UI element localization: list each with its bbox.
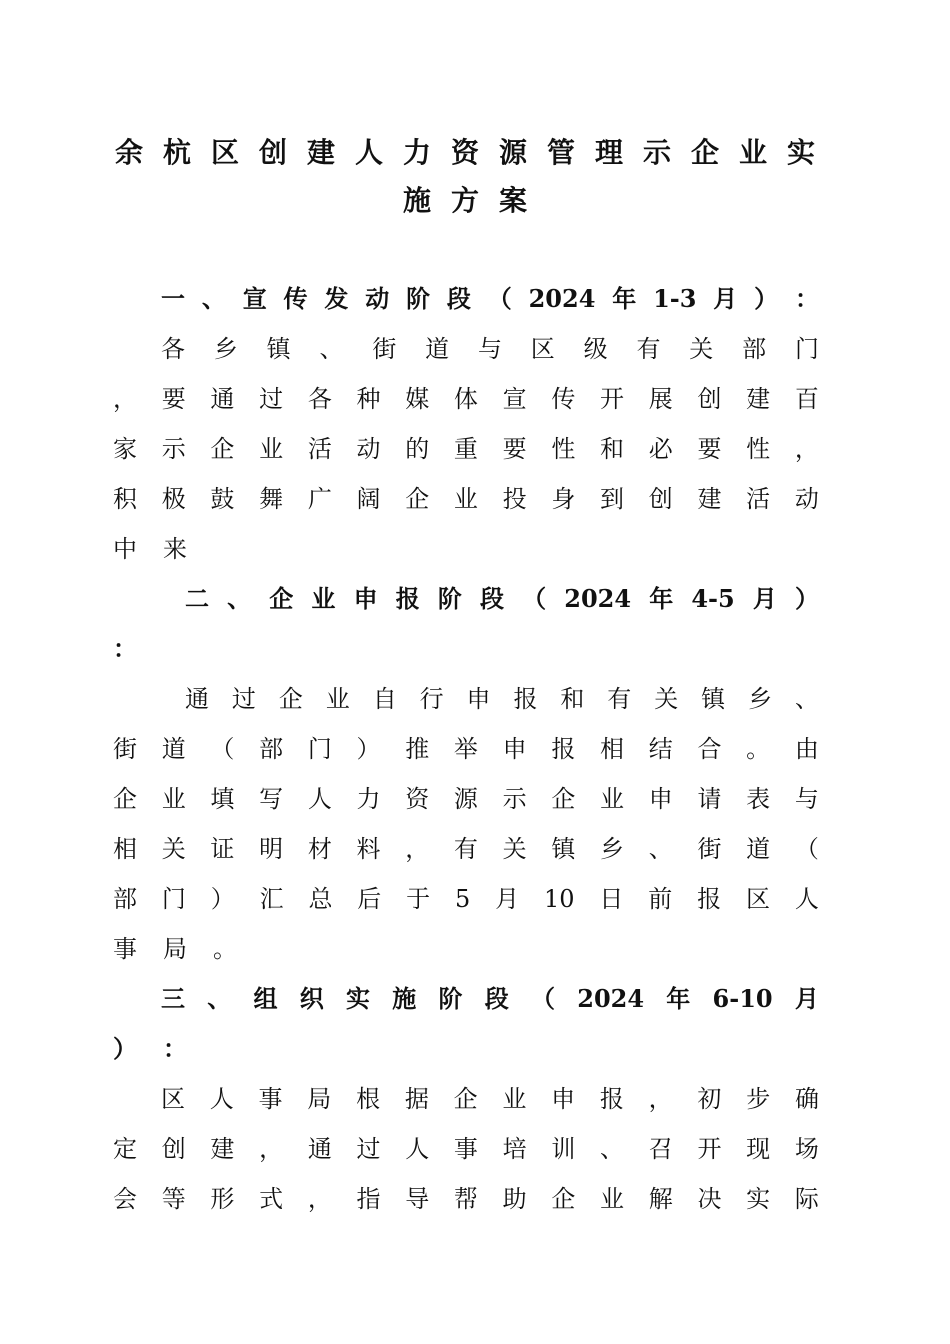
text-glyph: 各 bbox=[307, 385, 332, 413]
text-glyph: 结 bbox=[648, 735, 673, 763]
text-glyph: 创 bbox=[697, 385, 722, 413]
text-glyph: 表 bbox=[746, 785, 771, 813]
text-glyph: 级 bbox=[583, 335, 608, 363]
text-glyph: 业 bbox=[325, 685, 350, 713]
text-glyph: 组 bbox=[253, 984, 278, 1013]
text-glyph: 等 bbox=[161, 1185, 186, 1213]
text-glyph: 2024 bbox=[577, 984, 645, 1013]
text-glyph: 建 bbox=[746, 385, 771, 413]
text-glyph: 培 bbox=[502, 1135, 527, 1163]
text-glyph: 际 bbox=[794, 1185, 819, 1213]
text-glyph: 合 bbox=[697, 735, 722, 763]
text-glyph: 鼓 bbox=[210, 485, 235, 513]
page-title-line: 施方案 bbox=[402, 184, 547, 217]
text-glyph: 报 bbox=[599, 1085, 624, 1113]
text-glyph: 证 bbox=[210, 835, 235, 863]
text-glyph: 企 bbox=[551, 785, 576, 813]
section-heading-line bbox=[161, 984, 819, 1014]
text-glyph: 创 bbox=[648, 485, 673, 513]
text-glyph: 事 bbox=[113, 935, 137, 963]
text-glyph: 乡 bbox=[213, 335, 238, 363]
text-glyph: 汇 bbox=[259, 885, 284, 913]
text-glyph: 、 bbox=[319, 335, 344, 363]
text-glyph: 中 bbox=[113, 535, 137, 563]
text-glyph: 阶 bbox=[406, 284, 431, 313]
text-glyph: 活 bbox=[307, 435, 332, 463]
text-glyph: 源 bbox=[453, 785, 478, 813]
text-glyph: 开 bbox=[697, 1135, 722, 1163]
text-glyph: 部 bbox=[113, 885, 137, 913]
text-glyph: 材 bbox=[307, 835, 332, 863]
text-glyph: 月 bbox=[794, 984, 819, 1013]
text-glyph: 企 bbox=[269, 584, 294, 613]
text-glyph: 由 bbox=[794, 735, 819, 763]
paragraph-line bbox=[113, 484, 819, 514]
text-glyph: 事 bbox=[453, 1135, 478, 1163]
text-glyph: 助 bbox=[502, 1185, 527, 1213]
text-glyph: （ bbox=[531, 984, 555, 1013]
text-glyph: 部 bbox=[742, 335, 767, 363]
text-glyph: 通 bbox=[210, 385, 235, 413]
text-glyph: ， bbox=[405, 835, 430, 863]
paragraph-line bbox=[113, 834, 819, 864]
text-glyph: ， bbox=[307, 1185, 332, 1213]
section-heading-line bbox=[113, 1034, 819, 1064]
section-heading-line bbox=[185, 584, 819, 614]
text-glyph: 6-10 bbox=[712, 984, 773, 1013]
text-glyph: ， bbox=[259, 1135, 284, 1163]
text-glyph: 企 bbox=[551, 1185, 576, 1213]
text-glyph: （ bbox=[522, 584, 547, 613]
text-glyph: 式 bbox=[259, 1185, 284, 1213]
text-glyph: 企 bbox=[210, 435, 235, 463]
text-glyph: （ bbox=[487, 284, 512, 313]
text-glyph: 开 bbox=[600, 385, 625, 413]
text-glyph: 报 bbox=[551, 735, 576, 763]
text-glyph: ： bbox=[113, 634, 137, 663]
text-glyph: 要 bbox=[502, 435, 527, 463]
text-glyph: 根 bbox=[356, 1085, 381, 1113]
text-glyph: 导 bbox=[405, 1185, 430, 1213]
text-glyph: 传 bbox=[551, 385, 576, 413]
text-glyph: 通 bbox=[307, 1135, 332, 1163]
text-glyph: 发 bbox=[324, 284, 349, 313]
text-glyph: 阔 bbox=[356, 485, 381, 513]
text-glyph: 实 bbox=[346, 984, 370, 1013]
text-glyph: 明 bbox=[259, 835, 284, 863]
text-glyph: 、 bbox=[201, 284, 226, 313]
text-glyph: ） bbox=[794, 584, 819, 613]
text-glyph: 申 bbox=[353, 584, 378, 613]
paragraph-line bbox=[161, 1084, 819, 1114]
text-glyph: 展 bbox=[648, 385, 673, 413]
text-glyph: 创 bbox=[161, 1135, 186, 1163]
text-glyph: 积 bbox=[113, 485, 137, 513]
text-glyph: 有 bbox=[453, 835, 478, 863]
text-glyph: 推 bbox=[405, 735, 430, 763]
paragraph-line bbox=[113, 434, 819, 464]
text-glyph: 报 bbox=[513, 685, 538, 713]
text-glyph: 人 bbox=[307, 785, 332, 813]
text-glyph: 申 bbox=[466, 685, 491, 713]
text-glyph: 道 bbox=[746, 835, 771, 863]
text-glyph: 门 bbox=[794, 335, 819, 363]
text-glyph: 5 bbox=[455, 885, 471, 913]
text-glyph: 乡 bbox=[748, 685, 773, 713]
text-glyph: 镇 bbox=[551, 835, 576, 863]
text-glyph: 街 bbox=[697, 835, 722, 863]
text-glyph: （ bbox=[210, 735, 235, 763]
text-glyph: 和 bbox=[600, 435, 625, 463]
text-glyph: 业 bbox=[311, 584, 336, 613]
paragraph-line bbox=[113, 384, 819, 414]
text-glyph: 动 bbox=[356, 435, 381, 463]
text-glyph: ） bbox=[113, 1034, 137, 1063]
text-glyph: 企 bbox=[405, 485, 430, 513]
text-glyph: 身 bbox=[551, 485, 576, 513]
text-glyph: 段 bbox=[479, 584, 504, 613]
text-glyph: 关 bbox=[689, 335, 714, 363]
text-glyph: 的 bbox=[405, 435, 430, 463]
text-glyph: 宣 bbox=[242, 284, 267, 313]
text-glyph: 力 bbox=[356, 785, 381, 813]
text-glyph: ） bbox=[356, 735, 381, 763]
text-glyph: 年 bbox=[612, 284, 637, 313]
text-glyph: 建 bbox=[697, 485, 722, 513]
text-glyph: 街 bbox=[372, 335, 397, 363]
text-glyph: 三 bbox=[161, 984, 185, 1013]
text-glyph: 重 bbox=[453, 435, 478, 463]
text-glyph: 有 bbox=[607, 685, 632, 713]
paragraph-line bbox=[113, 1184, 819, 1214]
text-glyph: 步 bbox=[746, 1085, 771, 1113]
text-glyph: 区 bbox=[530, 335, 555, 363]
text-glyph: 4-5 bbox=[691, 584, 735, 613]
text-glyph: 企 bbox=[453, 1085, 478, 1113]
text-glyph: 决 bbox=[697, 1185, 722, 1213]
text-glyph: 据 bbox=[404, 1085, 429, 1113]
text-glyph: 训 bbox=[551, 1135, 576, 1163]
text-glyph: 和 bbox=[560, 685, 585, 713]
text-glyph: 投 bbox=[502, 485, 527, 513]
text-glyph: 镇 bbox=[266, 335, 291, 363]
text-glyph: 关 bbox=[161, 835, 186, 863]
text-glyph: 动 bbox=[365, 284, 390, 313]
text-glyph: 相 bbox=[113, 835, 137, 863]
text-glyph: 人 bbox=[794, 885, 819, 913]
text-glyph: 10 bbox=[544, 885, 575, 913]
text-glyph: 、 bbox=[600, 1135, 625, 1163]
text-glyph: 织 bbox=[299, 984, 324, 1013]
text-glyph: 到 bbox=[600, 485, 625, 513]
text-glyph: 段 bbox=[446, 284, 471, 313]
text-glyph: 段 bbox=[484, 984, 509, 1013]
text-glyph: 传 bbox=[283, 284, 308, 313]
text-glyph: 相 bbox=[600, 735, 625, 763]
text-glyph: 、 bbox=[648, 835, 673, 863]
text-glyph: 召 bbox=[648, 1135, 673, 1163]
text-glyph: 举 bbox=[453, 735, 478, 763]
text-glyph: 施 bbox=[392, 984, 417, 1013]
text-glyph: 阶 bbox=[438, 984, 463, 1013]
text-glyph: 解 bbox=[648, 1185, 673, 1213]
text-glyph: 申 bbox=[551, 1085, 576, 1113]
text-glyph: 活 bbox=[746, 485, 771, 513]
text-glyph: 广 bbox=[307, 485, 332, 513]
text-glyph: 会 bbox=[113, 1185, 137, 1213]
text-glyph: 要 bbox=[161, 385, 186, 413]
text-glyph: 关 bbox=[502, 835, 527, 863]
text-glyph: 通 bbox=[185, 685, 209, 713]
text-glyph: 帮 bbox=[453, 1185, 478, 1213]
paragraph-line bbox=[113, 734, 819, 764]
text-glyph: 场 bbox=[794, 1135, 819, 1163]
text-glyph: ： bbox=[163, 1034, 187, 1063]
text-glyph: 区 bbox=[746, 885, 770, 913]
text-glyph: 性 bbox=[551, 435, 576, 463]
text-glyph: 实 bbox=[746, 1185, 771, 1213]
text-glyph: 有 bbox=[636, 335, 661, 363]
text-glyph: 建 bbox=[210, 1135, 235, 1163]
text-glyph: 业 bbox=[600, 785, 625, 813]
text-glyph: 写 bbox=[259, 785, 284, 813]
text-glyph: 部 bbox=[259, 735, 284, 763]
paragraph-line bbox=[113, 884, 819, 914]
text-glyph: 过 bbox=[231, 685, 256, 713]
paragraph-line bbox=[113, 784, 819, 814]
text-glyph: 2024 bbox=[564, 584, 632, 613]
text-glyph: 。 bbox=[213, 935, 237, 963]
text-glyph: 关 bbox=[654, 685, 679, 713]
paragraph-line bbox=[113, 934, 819, 964]
text-glyph: 业 bbox=[161, 785, 186, 813]
paragraph-line bbox=[185, 684, 819, 714]
text-glyph: 街 bbox=[113, 735, 137, 763]
page-title-line: 余杭区创建人力资源管理示企业实 bbox=[114, 136, 835, 169]
text-glyph: 业 bbox=[453, 485, 478, 513]
text-glyph: 一 bbox=[161, 284, 185, 313]
text-glyph: 宣 bbox=[502, 385, 527, 413]
text-glyph: ， bbox=[648, 1085, 673, 1113]
text-glyph: 料 bbox=[356, 835, 381, 863]
text-glyph: 人 bbox=[405, 1135, 430, 1163]
text-glyph: 、 bbox=[207, 984, 232, 1013]
text-glyph: 局 bbox=[307, 1085, 332, 1113]
text-glyph: ： bbox=[794, 284, 819, 313]
text-glyph: 舞 bbox=[259, 485, 284, 513]
text-glyph: 必 bbox=[648, 435, 673, 463]
text-glyph: 道 bbox=[161, 735, 186, 763]
text-glyph: 极 bbox=[161, 485, 186, 513]
paragraph-line bbox=[161, 334, 819, 364]
text-glyph: 业 bbox=[502, 1085, 527, 1113]
text-glyph: 年 bbox=[649, 584, 674, 613]
text-glyph: 月 bbox=[495, 885, 520, 913]
text-glyph: 乡 bbox=[600, 835, 625, 863]
text-glyph: 事 bbox=[258, 1085, 283, 1113]
text-glyph: 报 bbox=[395, 584, 420, 613]
text-glyph: ， bbox=[113, 385, 137, 413]
text-glyph: 企 bbox=[278, 685, 303, 713]
text-glyph: 要 bbox=[697, 435, 722, 463]
text-glyph: 申 bbox=[648, 785, 673, 813]
text-glyph: 。 bbox=[746, 735, 771, 763]
section-heading-line bbox=[161, 284, 819, 314]
text-glyph: 与 bbox=[477, 335, 502, 363]
text-glyph: 、 bbox=[794, 685, 819, 713]
text-glyph: 动 bbox=[794, 485, 819, 513]
text-glyph: 现 bbox=[746, 1135, 771, 1163]
text-glyph: 填 bbox=[210, 785, 235, 813]
text-glyph: 门 bbox=[161, 885, 186, 913]
text-glyph: 门 bbox=[307, 735, 332, 763]
text-glyph: 与 bbox=[794, 785, 819, 813]
text-glyph: 、 bbox=[227, 584, 252, 613]
text-glyph: 前 bbox=[648, 885, 673, 913]
text-glyph: 种 bbox=[356, 385, 381, 413]
text-glyph: 月 bbox=[713, 284, 738, 313]
section-heading-line bbox=[113, 634, 819, 664]
paragraph-line bbox=[113, 1134, 819, 1164]
text-glyph: 于 bbox=[406, 885, 431, 913]
text-glyph: 区 bbox=[161, 1085, 185, 1113]
text-glyph: ， bbox=[794, 435, 819, 463]
text-glyph: 总 bbox=[308, 885, 333, 913]
text-glyph: 家 bbox=[113, 435, 137, 463]
text-glyph: 局 bbox=[163, 935, 187, 963]
text-glyph: 体 bbox=[453, 385, 478, 413]
text-glyph: 各 bbox=[161, 335, 185, 363]
text-glyph: 行 bbox=[419, 685, 444, 713]
text-glyph: 业 bbox=[600, 1185, 625, 1213]
text-glyph: ） bbox=[210, 885, 235, 913]
text-glyph: 资 bbox=[405, 785, 430, 813]
text-glyph: 百 bbox=[794, 385, 819, 413]
text-glyph: 阶 bbox=[437, 584, 462, 613]
text-glyph: 日 bbox=[599, 885, 624, 913]
text-glyph: 业 bbox=[259, 435, 284, 463]
text-glyph: 申 bbox=[502, 735, 527, 763]
text-glyph: 镇 bbox=[701, 685, 726, 713]
text-glyph: 年 bbox=[666, 984, 691, 1013]
text-glyph: 过 bbox=[356, 1135, 381, 1163]
text-glyph: 形 bbox=[210, 1185, 235, 1213]
text-glyph: 报 bbox=[697, 885, 722, 913]
text-glyph: 来 bbox=[163, 535, 187, 563]
text-glyph: 确 bbox=[794, 1085, 819, 1113]
text-glyph: 初 bbox=[697, 1085, 722, 1113]
text-glyph: 自 bbox=[372, 685, 397, 713]
paragraph-line bbox=[113, 534, 819, 564]
text-glyph: 请 bbox=[697, 785, 722, 813]
text-glyph: （ bbox=[794, 835, 819, 863]
text-glyph: 二 bbox=[185, 584, 209, 613]
text-glyph: 指 bbox=[356, 1185, 381, 1213]
text-glyph: 2024 bbox=[528, 284, 596, 313]
text-glyph: 后 bbox=[357, 885, 382, 913]
text-glyph: 性 bbox=[746, 435, 771, 463]
text-glyph: 道 bbox=[425, 335, 450, 363]
text-glyph: 月 bbox=[752, 584, 777, 613]
text-glyph: 过 bbox=[259, 385, 284, 413]
text-glyph: 示 bbox=[161, 435, 186, 463]
text-glyph: 人 bbox=[209, 1085, 234, 1113]
text-glyph: 媒 bbox=[405, 385, 430, 413]
text-glyph: 1-3 bbox=[653, 284, 697, 313]
text-glyph: 示 bbox=[502, 785, 527, 813]
text-glyph: ） bbox=[754, 284, 779, 313]
text-glyph: 定 bbox=[113, 1135, 137, 1163]
text-glyph: 企 bbox=[113, 785, 137, 813]
